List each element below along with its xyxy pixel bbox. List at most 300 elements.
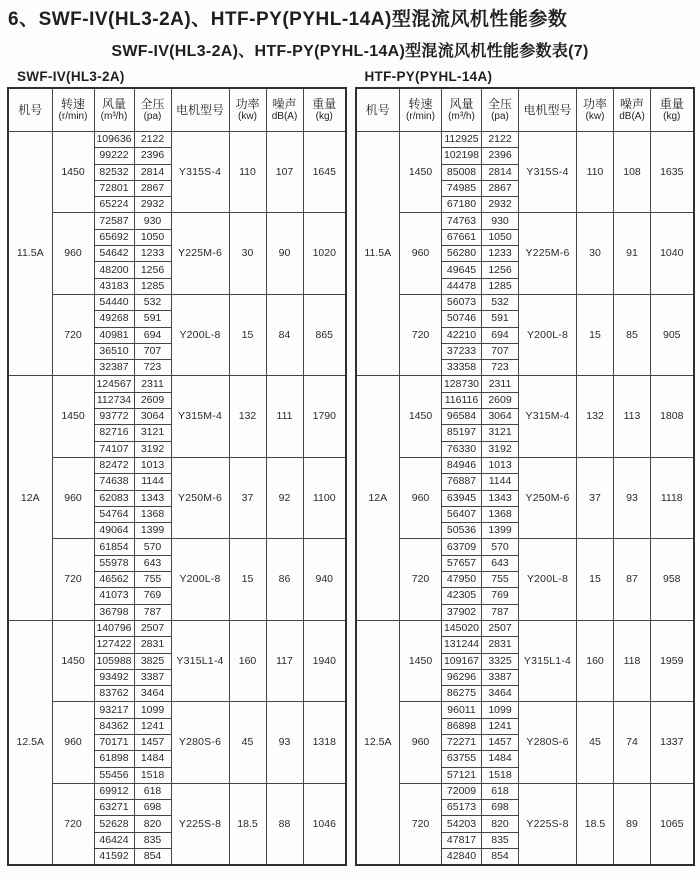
flow-cell: 37902	[442, 604, 482, 620]
table-label-swf: SWF-IV(HL3-2A)	[17, 69, 125, 84]
pressure-cell: 1013	[134, 457, 171, 473]
power-cell: 15	[229, 539, 266, 620]
pressure-cell: 723	[482, 360, 519, 376]
pressure-cell: 1285	[134, 278, 171, 294]
table-row	[8, 132, 346, 148]
power-cell: 15	[577, 294, 614, 375]
pressure-cell: 2396	[134, 148, 171, 164]
flow-cell: 65173	[442, 800, 482, 816]
pressure-cell: 3464	[134, 686, 171, 702]
motor-cell: Y200L-8	[171, 294, 229, 375]
flow-cell: 48200	[94, 262, 134, 278]
pressure-cell: 787	[134, 604, 171, 620]
flow-cell: 49064	[94, 523, 134, 539]
pressure-cell: 2311	[134, 376, 171, 392]
motor-cell: Y315L1-4	[519, 620, 577, 701]
flow-cell: 56407	[442, 506, 482, 522]
power-cell: 45	[229, 702, 266, 783]
power-cell: 160	[229, 620, 266, 701]
flow-cell: 72587	[94, 213, 134, 229]
noise-cell: 92	[266, 457, 303, 538]
table-row	[8, 294, 346, 310]
pressure-cell: 694	[482, 327, 519, 343]
flow-cell: 61854	[94, 539, 134, 555]
pressure-cell: 1144	[482, 474, 519, 490]
weight-cell: 1635	[651, 132, 694, 213]
table-row	[356, 457, 694, 473]
motor-cell: Y250M-6	[171, 457, 229, 538]
column-header-label: 转速	[60, 97, 85, 111]
flow-cell: 65692	[94, 229, 134, 245]
flow-cell: 99222	[94, 148, 134, 164]
flow-cell: 43183	[94, 278, 134, 294]
jihao-cell: 11.5A	[356, 132, 400, 376]
flow-cell: 50536	[442, 523, 482, 539]
noise-cell: 85	[614, 294, 651, 375]
pressure-cell: 755	[482, 572, 519, 588]
weight-cell: 1790	[303, 376, 346, 457]
pressure-cell: 1144	[134, 474, 171, 490]
pressure-cell: 787	[482, 604, 519, 620]
flow-cell: 63945	[442, 490, 482, 506]
pressure-cell: 835	[134, 832, 171, 848]
column-header-label: 功率	[582, 97, 607, 111]
rpm-cell: 1450	[52, 132, 94, 213]
noise-cell: 84	[266, 294, 303, 375]
pressure-cell: 3064	[482, 409, 519, 425]
flow-cell: 93492	[94, 669, 134, 685]
noise-cell: 87	[614, 539, 651, 620]
pressure-cell: 2122	[482, 132, 519, 148]
flow-cell: 40981	[94, 327, 134, 343]
motor-cell: Y315L1-4	[171, 620, 229, 701]
motor-cell: Y225M-6	[171, 213, 229, 294]
weight-cell: 1040	[651, 213, 694, 294]
column-header-label: 机号	[365, 103, 390, 117]
weight-cell: 1940	[303, 620, 346, 701]
flow-cell: 37233	[442, 343, 482, 359]
pressure-cell: 1099	[134, 702, 171, 718]
flow-cell: 86275	[442, 686, 482, 702]
table-row	[8, 702, 346, 718]
column-header-label: 风量	[449, 97, 474, 111]
rpm-cell: 1450	[52, 376, 94, 457]
flow-cell: 67661	[442, 229, 482, 245]
rpm-cell: 960	[400, 213, 442, 294]
pressure-cell: 1256	[134, 262, 171, 278]
flow-cell: 127422	[94, 637, 134, 653]
table-row	[8, 783, 346, 799]
noise-cell: 111	[266, 376, 303, 457]
column-header-label: 电机型号	[175, 103, 224, 117]
flow-cell: 96584	[442, 409, 482, 425]
pressure-cell: 1241	[482, 718, 519, 734]
pressure-cell: 723	[134, 360, 171, 376]
flow-cell: 56073	[442, 294, 482, 310]
flow-cell: 86898	[442, 718, 482, 734]
pressure-cell: 1233	[134, 246, 171, 262]
pressure-cell: 618	[482, 783, 519, 799]
column-header	[356, 88, 400, 132]
column-header-label: 噪声	[272, 97, 297, 111]
table-label-htf: HTF-PY(PYHL-14A)	[364, 69, 493, 84]
column-header-label: 全压	[140, 97, 165, 111]
pressure-cell: 1343	[482, 490, 519, 506]
noise-cell: 118	[614, 620, 651, 701]
weight-cell: 1808	[651, 376, 694, 457]
flow-cell: 49645	[442, 262, 482, 278]
column-header-unit: (pa)	[143, 111, 162, 122]
flow-cell: 67180	[442, 197, 482, 213]
flow-cell: 83762	[94, 686, 134, 702]
weight-cell: 1065	[651, 783, 694, 865]
column-header	[519, 88, 577, 132]
pressure-cell: 2831	[482, 637, 519, 653]
noise-cell: 107	[266, 132, 303, 213]
pressure-cell: 1399	[482, 523, 519, 539]
flow-cell: 54642	[94, 246, 134, 262]
pressure-cell: 698	[482, 800, 519, 816]
pressure-cell: 1013	[482, 457, 519, 473]
table-row	[8, 539, 346, 555]
rpm-cell: 1450	[400, 376, 442, 457]
power-cell: 18.5	[229, 783, 266, 865]
flow-cell: 42840	[442, 849, 482, 866]
column-header-unit: (pa)	[491, 111, 509, 122]
pressure-cell: 1368	[482, 506, 519, 522]
pressure-cell: 3387	[134, 669, 171, 685]
flow-cell: 140796	[94, 620, 134, 636]
flow-cell: 52628	[94, 816, 134, 832]
column-header	[266, 88, 303, 132]
pressure-cell: 854	[482, 849, 519, 866]
pressure-cell: 1457	[482, 734, 519, 750]
flow-cell: 102198	[442, 148, 482, 164]
column-header-label: 全压	[487, 97, 512, 111]
jihao-cell: 11.5A	[8, 132, 52, 376]
flow-cell: 65224	[94, 197, 134, 213]
pressure-cell: 2507	[482, 620, 519, 636]
weight-cell: 1100	[303, 457, 346, 538]
jihao-cell: 12.5A	[8, 620, 52, 865]
pressure-cell: 694	[134, 327, 171, 343]
flow-cell: 112925	[442, 132, 482, 148]
tables-row	[0, 67, 700, 866]
weight-cell: 940	[303, 539, 346, 620]
power-cell: 37	[577, 457, 614, 538]
pressure-cell: 3387	[482, 669, 519, 685]
pressure-cell: 1343	[134, 490, 171, 506]
pressure-cell: 755	[134, 572, 171, 588]
column-header-unit: (r/min)	[58, 111, 88, 122]
pressure-cell: 835	[482, 832, 519, 848]
flow-cell: 85008	[442, 164, 482, 180]
motor-cell: Y225S-8	[171, 783, 229, 865]
table-row	[356, 132, 694, 148]
pressure-cell: 1484	[134, 751, 171, 767]
column-header-unit: (kw)	[238, 111, 257, 122]
pressure-cell: 1484	[482, 751, 519, 767]
column-header-unit: (m³/h)	[100, 111, 128, 122]
weight-cell: 1046	[303, 783, 346, 865]
pressure-cell: 769	[134, 588, 171, 604]
table-block-swf	[7, 67, 348, 866]
weight-cell: 1318	[303, 702, 346, 783]
pressure-cell: 1399	[134, 523, 171, 539]
motor-cell: Y315M-4	[171, 376, 229, 457]
rpm-cell: 1450	[400, 132, 442, 213]
column-header-unit: (kg)	[663, 111, 681, 122]
flow-cell: 124567	[94, 376, 134, 392]
flow-cell: 32387	[94, 360, 134, 376]
flow-cell: 49268	[94, 311, 134, 327]
flow-cell: 74763	[442, 213, 482, 229]
column-header	[577, 88, 614, 132]
pressure-cell: 532	[134, 294, 171, 310]
pressure-cell: 820	[134, 816, 171, 832]
flow-cell: 69912	[94, 783, 134, 799]
flow-cell: 96011	[442, 702, 482, 718]
pressure-cell: 707	[482, 343, 519, 359]
flow-cell: 76330	[442, 441, 482, 457]
flow-cell: 72009	[442, 783, 482, 799]
pressure-cell: 930	[482, 213, 519, 229]
power-cell: 160	[577, 620, 614, 701]
flow-cell: 74107	[94, 441, 134, 457]
pressure-cell: 1256	[482, 262, 519, 278]
flow-cell: 42210	[442, 327, 482, 343]
flow-cell: 70171	[94, 734, 134, 750]
pressure-cell: 3121	[134, 425, 171, 441]
performance-table-htf	[355, 87, 695, 866]
rpm-cell: 960	[400, 702, 442, 783]
motor-cell: Y250M-6	[519, 457, 577, 538]
pressure-cell: 643	[134, 555, 171, 571]
column-header	[229, 88, 266, 132]
flow-cell: 46424	[94, 832, 134, 848]
rpm-cell: 960	[400, 457, 442, 538]
column-header-unit: (kw)	[585, 111, 605, 122]
motor-cell: Y315S-4	[519, 132, 577, 213]
column-header	[134, 88, 171, 132]
power-cell: 110	[577, 132, 614, 213]
weight-cell: 905	[651, 294, 694, 375]
flow-cell: 50746	[442, 311, 482, 327]
motor-cell: Y225M-6	[519, 213, 577, 294]
flow-cell: 63709	[442, 539, 482, 555]
jihao-cell: 12.5A	[356, 620, 400, 865]
noise-cell: 86	[266, 539, 303, 620]
flow-cell: 131244	[442, 637, 482, 653]
flow-cell: 46562	[94, 572, 134, 588]
rpm-cell: 1450	[400, 620, 442, 701]
column-header-label: 机号	[18, 103, 43, 117]
pressure-cell: 1099	[482, 702, 519, 718]
flow-cell: 93217	[94, 702, 134, 718]
pressure-cell: 2932	[482, 197, 519, 213]
power-cell: 132	[229, 376, 266, 457]
pressure-cell: 1368	[134, 506, 171, 522]
rpm-cell: 720	[400, 783, 442, 865]
column-header	[651, 88, 694, 132]
pressure-cell: 698	[134, 800, 171, 816]
flow-cell: 84362	[94, 718, 134, 734]
pressure-cell: 3064	[134, 409, 171, 425]
pressure-cell: 2311	[482, 376, 519, 392]
column-header-label: 转速	[408, 97, 433, 111]
flow-cell: 112734	[94, 392, 134, 408]
motor-cell: Y200L-8	[519, 539, 577, 620]
table-block-htf	[355, 67, 696, 866]
flow-cell: 82716	[94, 425, 134, 441]
column-header-unit: dB(A)	[271, 111, 298, 122]
flow-cell: 109167	[442, 653, 482, 669]
rpm-cell: 960	[52, 213, 94, 294]
motor-cell: Y280S-6	[519, 702, 577, 783]
flow-cell: 47950	[442, 572, 482, 588]
noise-cell: 91	[614, 213, 651, 294]
flow-cell: 56280	[442, 246, 482, 262]
pressure-cell: 3464	[482, 686, 519, 702]
flow-cell: 74638	[94, 474, 134, 490]
flow-cell: 85197	[442, 425, 482, 441]
rpm-cell: 720	[400, 294, 442, 375]
weight-cell: 958	[651, 539, 694, 620]
motor-cell: Y200L-8	[519, 294, 577, 375]
pressure-cell: 3825	[134, 653, 171, 669]
power-cell: 15	[577, 539, 614, 620]
pressure-cell: 2122	[134, 132, 171, 148]
flow-cell: 82472	[94, 457, 134, 473]
rpm-cell: 720	[52, 539, 94, 620]
column-header-label: 电机型号	[523, 103, 572, 117]
weight-cell: 1645	[303, 132, 346, 213]
column-header-label: 噪声	[619, 97, 644, 111]
flow-cell: 109636	[94, 132, 134, 148]
flow-cell: 33358	[442, 360, 482, 376]
motor-cell: Y315M-4	[519, 376, 577, 457]
noise-cell: 113	[614, 376, 651, 457]
column-header-unit: (kg)	[315, 111, 333, 122]
table-row	[356, 294, 694, 310]
column-header	[94, 88, 134, 132]
power-cell: 30	[577, 213, 614, 294]
pressure-cell: 1518	[134, 767, 171, 783]
flow-cell: 93772	[94, 409, 134, 425]
pressure-cell: 854	[134, 849, 171, 866]
flow-cell: 128730	[442, 376, 482, 392]
weight-cell: 1020	[303, 213, 346, 294]
pressure-cell: 707	[134, 343, 171, 359]
flow-cell: 42305	[442, 588, 482, 604]
flow-cell: 57121	[442, 767, 482, 783]
table-row	[356, 213, 694, 229]
power-cell: 15	[229, 294, 266, 375]
flow-cell: 116116	[442, 392, 482, 408]
column-header	[400, 88, 442, 132]
pressure-cell: 570	[134, 539, 171, 555]
table-row	[356, 702, 694, 718]
rpm-cell: 720	[400, 539, 442, 620]
flow-cell: 41073	[94, 588, 134, 604]
noise-cell: 108	[614, 132, 651, 213]
flow-cell: 84946	[442, 457, 482, 473]
column-header-label: 重量	[659, 97, 684, 111]
column-header-unit: dB(A)	[619, 111, 645, 122]
table-row	[8, 457, 346, 473]
pressure-cell: 1518	[482, 767, 519, 783]
pressure-cell: 1285	[482, 278, 519, 294]
flow-cell: 61898	[94, 751, 134, 767]
jihao-cell: 12A	[8, 376, 52, 620]
pressure-cell: 3192	[134, 441, 171, 457]
power-cell: 45	[577, 702, 614, 783]
pressure-cell: 1233	[482, 246, 519, 262]
motor-cell: Y225S-8	[519, 783, 577, 865]
pressure-cell: 2609	[482, 392, 519, 408]
flow-cell: 44478	[442, 278, 482, 294]
flow-cell: 82532	[94, 164, 134, 180]
weight-cell: 865	[303, 294, 346, 375]
table-row	[8, 620, 346, 636]
column-header	[614, 88, 651, 132]
column-header-label: 功率	[235, 97, 260, 111]
column-header-label: 风量	[101, 97, 126, 111]
flow-cell: 145020	[442, 620, 482, 636]
jihao-cell: 12A	[356, 376, 400, 620]
column-header	[171, 88, 229, 132]
column-header-label: 重量	[312, 97, 337, 111]
noise-cell: 88	[266, 783, 303, 865]
power-cell: 18.5	[577, 783, 614, 865]
column-header	[482, 88, 519, 132]
pressure-cell: 3325	[482, 653, 519, 669]
column-header-unit: (r/min)	[406, 111, 435, 122]
noise-cell: 90	[266, 213, 303, 294]
flow-cell: 74985	[442, 180, 482, 196]
pressure-cell: 1050	[482, 229, 519, 245]
performance-table-swf	[7, 87, 347, 866]
flow-cell: 36798	[94, 604, 134, 620]
pressure-cell: 1241	[134, 718, 171, 734]
power-cell: 30	[229, 213, 266, 294]
noise-cell: 93	[266, 702, 303, 783]
pressure-cell: 769	[482, 588, 519, 604]
flow-cell: 54764	[94, 506, 134, 522]
flow-cell: 63271	[94, 800, 134, 816]
pressure-cell: 2867	[482, 180, 519, 196]
noise-cell: 89	[614, 783, 651, 865]
power-cell: 110	[229, 132, 266, 213]
pressure-cell: 2814	[134, 164, 171, 180]
rpm-cell: 960	[52, 457, 94, 538]
weight-cell: 1118	[651, 457, 694, 538]
page-subtitle: SWF-IV(HL3-2A)、HTF-PY(PYHL-14A)型混流风机性能参数表(7)	[111, 43, 589, 60]
pressure-cell: 591	[482, 311, 519, 327]
flow-cell: 36510	[94, 343, 134, 359]
flow-cell: 62083	[94, 490, 134, 506]
pressure-cell: 2609	[134, 392, 171, 408]
flow-cell: 54203	[442, 816, 482, 832]
table-row	[8, 213, 346, 229]
rpm-cell: 720	[52, 294, 94, 375]
flow-cell: 72271	[442, 734, 482, 750]
pressure-cell: 2814	[482, 164, 519, 180]
header-row	[356, 88, 694, 132]
pressure-cell: 643	[482, 555, 519, 571]
flow-cell: 55456	[94, 767, 134, 783]
noise-cell: 74	[614, 702, 651, 783]
